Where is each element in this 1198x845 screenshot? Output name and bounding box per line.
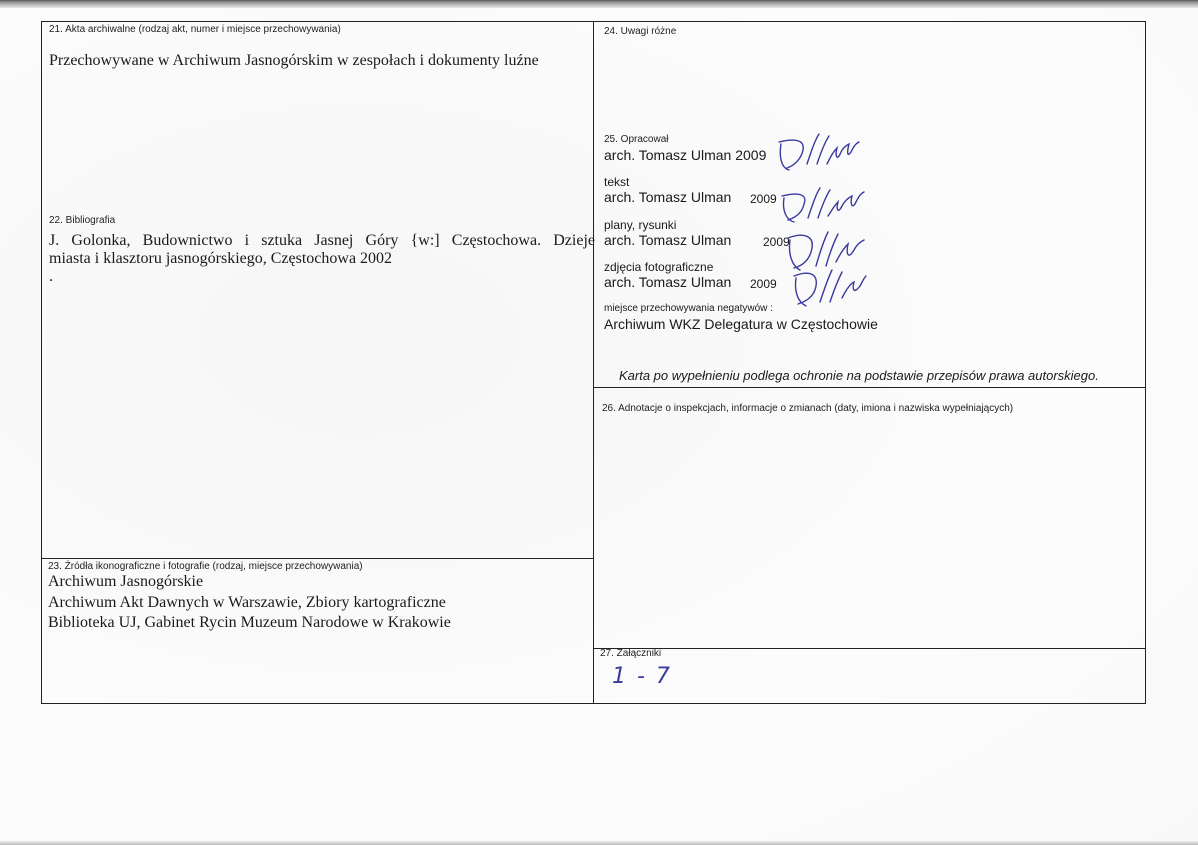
negatywy-value: Archiwum WKZ Delegatura w Częstochowie: [604, 316, 878, 332]
signature-4: [790, 264, 870, 310]
section-22-label: 22. Bibliografia: [49, 215, 116, 226]
section-24-label: 24. Uwagi różne: [604, 26, 677, 37]
section-27-label: 27. Załączniki: [600, 648, 662, 659]
tekst-label: tekst: [604, 175, 630, 189]
section-21-label: 21. Akta archiwalne (rodzaj akt, numer i miejsce przechowywania): [49, 24, 341, 35]
scan-top-edge-shadow: [0, 0, 1198, 8]
scan-bottom-edge: [0, 841, 1198, 845]
zdjecia-value: arch. Tomasz Ulman: [604, 274, 732, 290]
section-23-line-1: Archiwum Jasnogórskie: [48, 573, 204, 590]
zdjecia-year: 2009: [750, 277, 777, 291]
plany-year: 2009: [763, 235, 790, 249]
signature-2: [778, 182, 868, 228]
section-25-author: arch. Tomasz Ulman 2009: [604, 147, 767, 163]
section-23-label: 23. Źródła ikonograficzne i fotografie (rodzaj, miejsce przechowywania): [48, 561, 363, 572]
section-23-line-3: Biblioteka UJ, Gabinet Rycin Muzeum Narodowe w Krakowie: [48, 614, 451, 631]
bibliography-line-1-text: J. Golonka, Budownictwo i sztuka Jasnej Góry {w:] Częstochowa. Dzieje: [49, 232, 595, 249]
section-25-label: 25. Opracował: [604, 134, 669, 145]
rule-section-23-top: [41, 558, 594, 559]
rule-section-26-top: [593, 387, 1146, 388]
rule-right: [1145, 21, 1146, 704]
attachments-handwritten-value: 1 - 7: [612, 664, 672, 689]
tekst-value: arch. Tomasz Ulman: [604, 189, 732, 205]
rule-section-27-top: [593, 648, 1146, 649]
rule-left: [41, 21, 42, 704]
zdjecia-label: zdjęcia fotograficzne: [604, 260, 714, 274]
section-22-dot: .: [49, 268, 53, 285]
tekst-year: 2009: [750, 192, 777, 206]
plany-label: plany, rysunki: [604, 218, 677, 232]
section-22-bibliography-line-1: [49, 231, 595, 251]
section-21-text: Przechowywane w Archiwum Jasnogórskim w zespołach i dokumenty luźne: [49, 52, 539, 69]
copyright-note: Karta po wypełnieniu podlega ochronie na podstawie przepisów prawa autorskiego.: [619, 368, 1099, 383]
section-26-label: 26. Adnotacje o inspekcjach, informacje o zmianach (daty, imiona i nazwiska wypełniających): [602, 403, 1014, 414]
section-23-line-2: Archiwum Akt Dawnych w Warszawie, Zbiory kartograficzne: [48, 594, 446, 611]
rule-column-divider: [593, 21, 594, 704]
signature-1: [775, 130, 865, 176]
plany-value: arch. Tomasz Ulman: [604, 232, 732, 248]
negatywy-label: miejsce przechowywania negatywów :: [604, 303, 773, 314]
section-22-bibliography-line-2: miasta i klasztoru jasnogórskiego, Częstochowa 2002: [49, 250, 393, 267]
